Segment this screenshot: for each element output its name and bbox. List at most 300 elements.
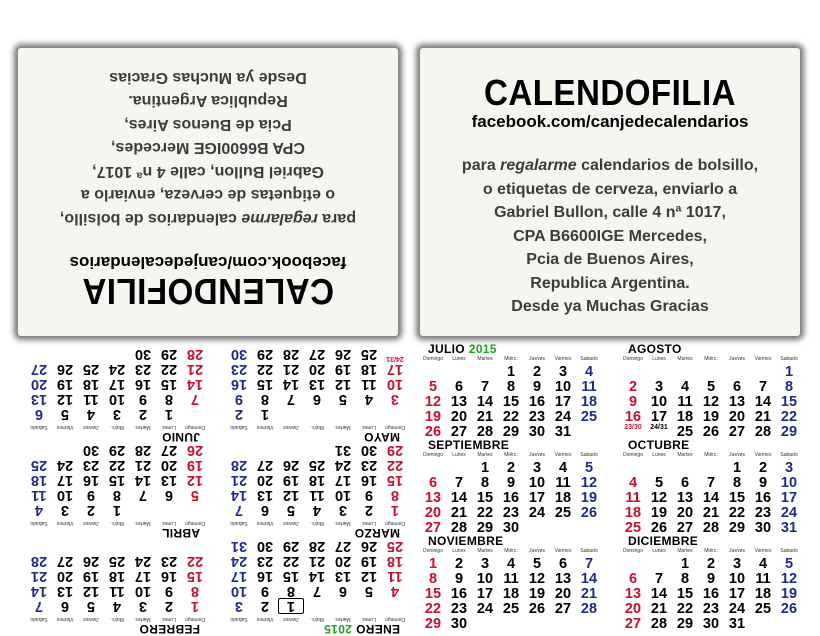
day-cell: 17: [528, 490, 546, 506]
month-name: OCTUBRE: [628, 438, 690, 452]
day-cell: 10: [108, 391, 126, 407]
weekday-header: Miérc.: [504, 356, 518, 362]
weekday-header: Martes: [677, 452, 693, 458]
day-cell: 22: [780, 409, 798, 425]
day-cell: 16: [82, 472, 100, 488]
card-line-1: para regalarme calendarios de bolsillo,: [461, 157, 759, 174]
card-upright: [420, 48, 800, 336]
day-cell: 12: [424, 394, 442, 410]
day-cell: 12: [528, 571, 546, 587]
day-cell: 9: [532, 379, 542, 395]
day-cell: 9: [758, 475, 768, 491]
day-cell: 13: [30, 391, 48, 407]
day-cell: 2: [364, 502, 374, 518]
day-cell: 11: [31, 487, 47, 503]
day-cell: 17: [56, 472, 74, 488]
day-cell: 1: [164, 406, 174, 422]
day-cell: 2: [628, 379, 638, 395]
card-line-4: CPA B6600IGE Mercedes,: [513, 227, 707, 245]
day-cell: 21: [702, 505, 720, 521]
day-cell: 28: [30, 553, 48, 569]
day-cell: 18: [624, 505, 642, 521]
month-name: DICIEMBRE: [628, 534, 699, 548]
day-cell: 29: [386, 442, 404, 458]
day-cell: 22: [676, 601, 694, 617]
month-name: MAYO: [363, 430, 400, 444]
weekday-header: Jueves: [283, 424, 299, 430]
weekday-header: Domingo: [422, 452, 443, 458]
weekday-header: Domingo: [622, 356, 643, 362]
day-cell: 7: [190, 391, 200, 407]
day-cell: 14: [754, 394, 772, 410]
day-cell: 15: [728, 490, 746, 506]
day-cell: 25: [554, 505, 572, 521]
card-line-7: Desde ya Muchas Gracias: [511, 298, 709, 315]
weekday-header: Martes: [477, 548, 493, 554]
weekday-header: Viernes: [754, 548, 772, 554]
day-cell: 29: [502, 424, 520, 440]
day-cell: 1: [732, 460, 742, 476]
day-cell: 18: [386, 553, 404, 569]
weekday-header: Sabado: [230, 424, 248, 430]
day-cell: 2: [234, 406, 244, 422]
day-cell: 28: [580, 601, 598, 617]
day-cell: 11: [581, 379, 597, 395]
day-cell: 23: [754, 505, 772, 521]
day-cell: 24: [728, 601, 746, 617]
month-name: ENERO2015: [323, 622, 400, 636]
day-cell: 11: [625, 490, 641, 506]
day-cell: 12: [580, 475, 598, 491]
day-cell: 26: [282, 457, 300, 473]
day-cell: 28: [450, 520, 468, 536]
day-cell: 21: [282, 361, 300, 377]
day-cell: 1: [480, 460, 490, 476]
day-cell: 21: [754, 409, 772, 425]
day-cell: 8: [428, 571, 438, 587]
day-cell: 22: [160, 361, 178, 377]
weekday-header: Viernes: [56, 424, 74, 430]
day-cell: 6: [338, 583, 348, 599]
day-cell: 13: [424, 490, 442, 506]
day-cell: 12: [360, 568, 378, 584]
day-cell: 28: [650, 616, 668, 632]
day-cell: 16: [160, 568, 178, 584]
day-cell: 28: [230, 457, 248, 473]
day-cell: 11: [109, 583, 125, 599]
day-cell: 3: [338, 502, 348, 518]
month-name: NOVIEMBRE: [428, 534, 504, 548]
day-cell: 9: [506, 475, 516, 491]
day-cell: 16: [624, 409, 642, 425]
weekday-header: Lunes: [162, 616, 176, 622]
day-cell: 28: [702, 520, 720, 536]
day-cell: 27: [160, 442, 178, 458]
weekday-header: Jueves: [283, 616, 299, 622]
weekday-header: Jueves: [529, 356, 545, 362]
day-cell: 6: [312, 391, 322, 407]
month-name: FEBRERO: [139, 622, 200, 636]
day-cell: 26: [186, 442, 204, 458]
month-name: MARZO: [354, 526, 400, 540]
day-cell: 28: [754, 424, 772, 440]
day-cell: 23: [160, 553, 178, 569]
day-cell: 19: [580, 490, 598, 506]
day-cell: 8: [390, 487, 400, 503]
day-cell: 17: [230, 568, 248, 584]
day-cell: 26: [780, 601, 798, 617]
day-cell: 5: [86, 598, 96, 614]
day-cell: 3: [480, 556, 490, 572]
day-cell: 27: [308, 346, 326, 362]
day-cell: 23: [134, 361, 152, 377]
day-cell: 26: [580, 505, 598, 521]
day-cell: 3: [558, 364, 568, 380]
day-cell: 18: [502, 586, 520, 602]
weekday-header: Jueves: [529, 548, 545, 554]
card-line-3: Gabriel Bullon, calle 4 nª 1017,: [494, 204, 726, 221]
day-cell: 17: [650, 409, 668, 425]
day-cell: 9: [86, 487, 96, 503]
weekday-header: Viernes: [754, 452, 772, 458]
day-cell: 3: [60, 502, 70, 518]
day-cell: 8: [260, 391, 270, 407]
weekday-header: Sabado: [780, 356, 798, 362]
day-cell: 4: [364, 391, 374, 407]
day-cell: 17: [386, 361, 404, 377]
day-cell: 9: [138, 391, 148, 407]
month-name: AGOSTO: [628, 342, 682, 356]
day-cell: 10: [230, 583, 248, 599]
weekday-header: Martes: [335, 424, 351, 430]
card-line-5: Pcia de Buenos Aires,: [526, 251, 694, 268]
day-cell: 22: [502, 409, 520, 425]
day-cell: 13: [554, 571, 572, 587]
day-cell: 19: [650, 505, 668, 521]
brand-title: CALENDOFILIA: [81, 271, 335, 312]
day-cell: 3: [784, 460, 794, 476]
weekday-header: Domingo: [385, 424, 406, 430]
weekday-header: Martes: [135, 424, 151, 430]
month-abril: [23, 442, 208, 540]
day-cell: 17: [476, 586, 494, 602]
day-cell: 10: [476, 571, 494, 587]
day-cell: 5: [784, 556, 794, 572]
day-cell: 6: [164, 487, 174, 503]
card-upside-down: [18, 48, 398, 336]
weekday-header: Sabado: [580, 356, 598, 362]
day-cell: 6: [732, 379, 742, 395]
day-cell: 30: [82, 442, 100, 458]
day-cell: 25: [580, 409, 598, 425]
day-cell: 30: [502, 520, 520, 536]
day-cell: 13: [308, 376, 326, 392]
day-cell: 10: [56, 487, 74, 503]
day-cell: 19: [780, 586, 798, 602]
day-cell: 24/31: [650, 424, 668, 431]
day-cell: 6: [260, 502, 270, 518]
day-cell: 9: [628, 394, 638, 410]
day-cell: 30: [230, 346, 248, 362]
day-cell: 5: [654, 475, 664, 491]
day-cell: 9: [260, 583, 270, 599]
day-cell: 24: [528, 505, 546, 521]
day-cell: 4: [86, 406, 96, 422]
day-cell: 13: [160, 472, 178, 488]
day-cell: 29: [728, 520, 746, 536]
day-cell: 25: [360, 346, 378, 362]
day-cell: 1: [428, 556, 438, 572]
month-diciembre: [620, 534, 805, 632]
day-cell: 19: [282, 472, 300, 488]
weekday-header: Miérc.: [310, 616, 324, 622]
weekday-header: Miérc.: [704, 452, 718, 458]
day-cell: 7: [584, 556, 594, 572]
day-cell: 26: [528, 601, 546, 617]
weekday-header: Lunes: [362, 424, 376, 430]
day-cell: 23: [256, 553, 274, 569]
weekday-header: Jueves: [83, 616, 99, 622]
day-cell: 2: [454, 556, 464, 572]
day-cell: 9: [706, 571, 716, 587]
weekday-header: Domingo: [385, 616, 406, 622]
day-cell: 26: [82, 553, 100, 569]
day-cell: 6: [60, 598, 70, 614]
day-cell: 4: [506, 556, 516, 572]
weekday-header: Domingo: [185, 616, 206, 622]
weekday-header: Lunes: [652, 356, 666, 362]
month-febrero: [23, 544, 208, 636]
weekday-header: Sabado: [230, 616, 248, 622]
day-cell: 8: [680, 571, 690, 587]
day-cell: 22: [256, 361, 274, 377]
day-cell: 4: [758, 556, 768, 572]
day-cell: 18: [676, 409, 694, 425]
day-cell: 25: [30, 457, 48, 473]
day-cell: 24/31: [386, 355, 404, 362]
weekday-header: Viernes: [256, 520, 274, 526]
day-cell: 25: [502, 601, 520, 617]
day-cell: 16: [134, 376, 152, 392]
day-cell: 31: [728, 616, 746, 632]
day-cell: 1: [278, 598, 304, 614]
day-cell: 18: [30, 472, 48, 488]
day-cell: 2: [506, 460, 516, 476]
day-cell: 4: [558, 460, 568, 476]
day-cell: 20: [334, 553, 352, 569]
day-cell: 30: [450, 616, 468, 632]
day-cell: 13: [56, 583, 74, 599]
day-cell: 20: [256, 472, 274, 488]
day-cell: 20: [424, 505, 442, 521]
card-line-6: Republica Argentina.: [128, 92, 288, 110]
weekday-header: Lunes: [452, 356, 466, 362]
card-line-5: Pcia de Buenos Aires,: [124, 116, 292, 133]
day-cell: 19: [56, 376, 74, 392]
day-cell: 4: [680, 379, 690, 395]
weekday-header: Viernes: [554, 452, 572, 458]
day-cell: 24: [56, 457, 74, 473]
weekday-header: Jueves: [729, 452, 745, 458]
month-noviembre: [420, 534, 605, 632]
day-cell: 28: [134, 442, 152, 458]
weekday-header: Miérc.: [310, 424, 324, 430]
calendar-first-half: [8, 342, 408, 636]
day-cell: 16: [702, 586, 720, 602]
day-cell: 22: [282, 553, 300, 569]
day-cell: 13: [334, 568, 352, 584]
month-junio: [23, 346, 208, 444]
day-cell: 8: [164, 391, 174, 407]
day-cell: 2: [138, 406, 148, 422]
day-cell: 27: [676, 520, 694, 536]
day-cell: 5: [706, 379, 716, 395]
day-cell: 20: [728, 409, 746, 425]
day-cell: 29: [108, 442, 126, 458]
day-cell: 5: [428, 379, 438, 395]
day-cell: 1: [390, 502, 400, 518]
weekday-header: Sabado: [780, 452, 798, 458]
day-cell: 10: [780, 475, 798, 491]
day-cell: 9: [164, 583, 174, 599]
day-cell: 10: [528, 475, 546, 491]
day-cell: 21: [476, 409, 494, 425]
day-cell: 3: [138, 598, 148, 614]
day-cell: 20: [30, 376, 48, 392]
day-cell: 21: [308, 553, 326, 569]
day-cell: 18: [554, 490, 572, 506]
day-cell: 31: [780, 520, 798, 536]
weekday-header: Viernes: [256, 616, 274, 622]
day-cell: 28: [308, 538, 326, 554]
day-cell: 1: [260, 406, 270, 422]
day-cell: 17: [780, 490, 798, 506]
weekday-header: Jueves: [283, 520, 299, 526]
day-cell: 18: [308, 472, 326, 488]
day-cell: 1: [680, 556, 690, 572]
year-label: 2015: [323, 622, 352, 636]
day-cell: 9: [454, 571, 464, 587]
day-cell: 23: [502, 505, 520, 521]
weekday-header: Sabado: [580, 548, 598, 554]
day-cell: 6: [428, 475, 438, 491]
weekday-header: Martes: [335, 616, 351, 622]
day-cell: 17: [108, 376, 126, 392]
weekday-header: Viernes: [754, 356, 772, 362]
day-cell: 6: [680, 475, 690, 491]
day-cell: 7: [480, 379, 490, 395]
day-cell: 7: [758, 379, 768, 395]
day-cell: 5: [532, 556, 542, 572]
day-cell: 1: [506, 364, 516, 380]
weekday-header: Domingo: [622, 548, 643, 554]
weekday-header: Sabado: [230, 520, 248, 526]
day-cell: 2: [86, 502, 96, 518]
month-mayo: [223, 346, 408, 444]
day-cell: 30: [256, 538, 274, 554]
day-cell: 15: [108, 472, 126, 488]
day-cell: 15: [476, 490, 494, 506]
day-cell: 3: [234, 598, 244, 614]
day-cell: 16: [360, 472, 378, 488]
day-cell: 12: [186, 472, 204, 488]
weekday-header: Sabado: [580, 452, 598, 458]
month-agosto: [620, 342, 805, 440]
day-cell: 18: [580, 394, 598, 410]
day-cell: 12: [702, 394, 720, 410]
day-cell: 21: [650, 601, 668, 617]
weekday-header: Martes: [477, 452, 493, 458]
day-cell: 15: [186, 568, 204, 584]
day-cell: 24: [108, 361, 126, 377]
weekday-header: Sabado: [30, 424, 48, 430]
day-cell: 29: [676, 616, 694, 632]
day-cell: 17: [728, 586, 746, 602]
day-cell: 21: [450, 505, 468, 521]
day-cell: 22: [728, 505, 746, 521]
day-cell: 11: [555, 475, 571, 491]
day-cell: 31: [554, 424, 572, 440]
day-cell: 15: [256, 376, 274, 392]
weekday-header: Miérc.: [704, 548, 718, 554]
day-cell: 30: [134, 346, 152, 362]
day-cell: 30: [754, 520, 772, 536]
weekday-header: Jueves: [83, 520, 99, 526]
day-cell: 16: [256, 568, 274, 584]
day-cell: 14: [450, 490, 468, 506]
day-cell: 30: [702, 616, 720, 632]
month-marzo: [223, 442, 408, 540]
day-cell: 25: [82, 361, 100, 377]
day-cell: 19: [82, 568, 100, 584]
day-cell: 12: [780, 571, 798, 587]
day-cell: 18: [82, 376, 100, 392]
day-cell: 9: [364, 487, 374, 503]
day-cell: 14: [30, 583, 48, 599]
day-cell: 8: [506, 379, 516, 395]
card-line-7: Desde ya Muchas Gracias: [109, 69, 307, 86]
card-line-2: o etiquetas de cerveza, enviarlo a: [482, 180, 738, 198]
day-cell: 15: [780, 394, 798, 410]
year-label: 2015: [468, 342, 497, 356]
day-cell: 6: [34, 406, 44, 422]
weekday-header: Lunes: [162, 520, 176, 526]
weekday-header: Miérc.: [504, 452, 518, 458]
day-cell: 24: [230, 553, 248, 569]
day-cell: 5: [190, 487, 200, 503]
day-cell: 29: [282, 538, 300, 554]
day-cell: 31: [230, 538, 248, 554]
day-cell: 21: [230, 472, 248, 488]
day-cell: 10: [134, 583, 152, 599]
day-cell: 20: [450, 409, 468, 425]
weekday-header: Lunes: [652, 548, 666, 554]
day-cell: 27: [56, 553, 74, 569]
day-cell: 22: [476, 505, 494, 521]
day-cell: 18: [108, 568, 126, 584]
weekday-header: Viernes: [256, 424, 274, 430]
day-cell: 4: [312, 502, 322, 518]
day-cell: 26: [702, 424, 720, 440]
day-cell: 18: [360, 361, 378, 377]
day-cell: 27: [728, 424, 746, 440]
day-cell: 25: [754, 601, 772, 617]
day-cell: 11: [503, 571, 519, 587]
day-cell: 4: [34, 502, 44, 518]
day-cell: 12: [650, 490, 668, 506]
day-cell: 5: [286, 502, 296, 518]
day-cell: 4: [390, 583, 400, 599]
